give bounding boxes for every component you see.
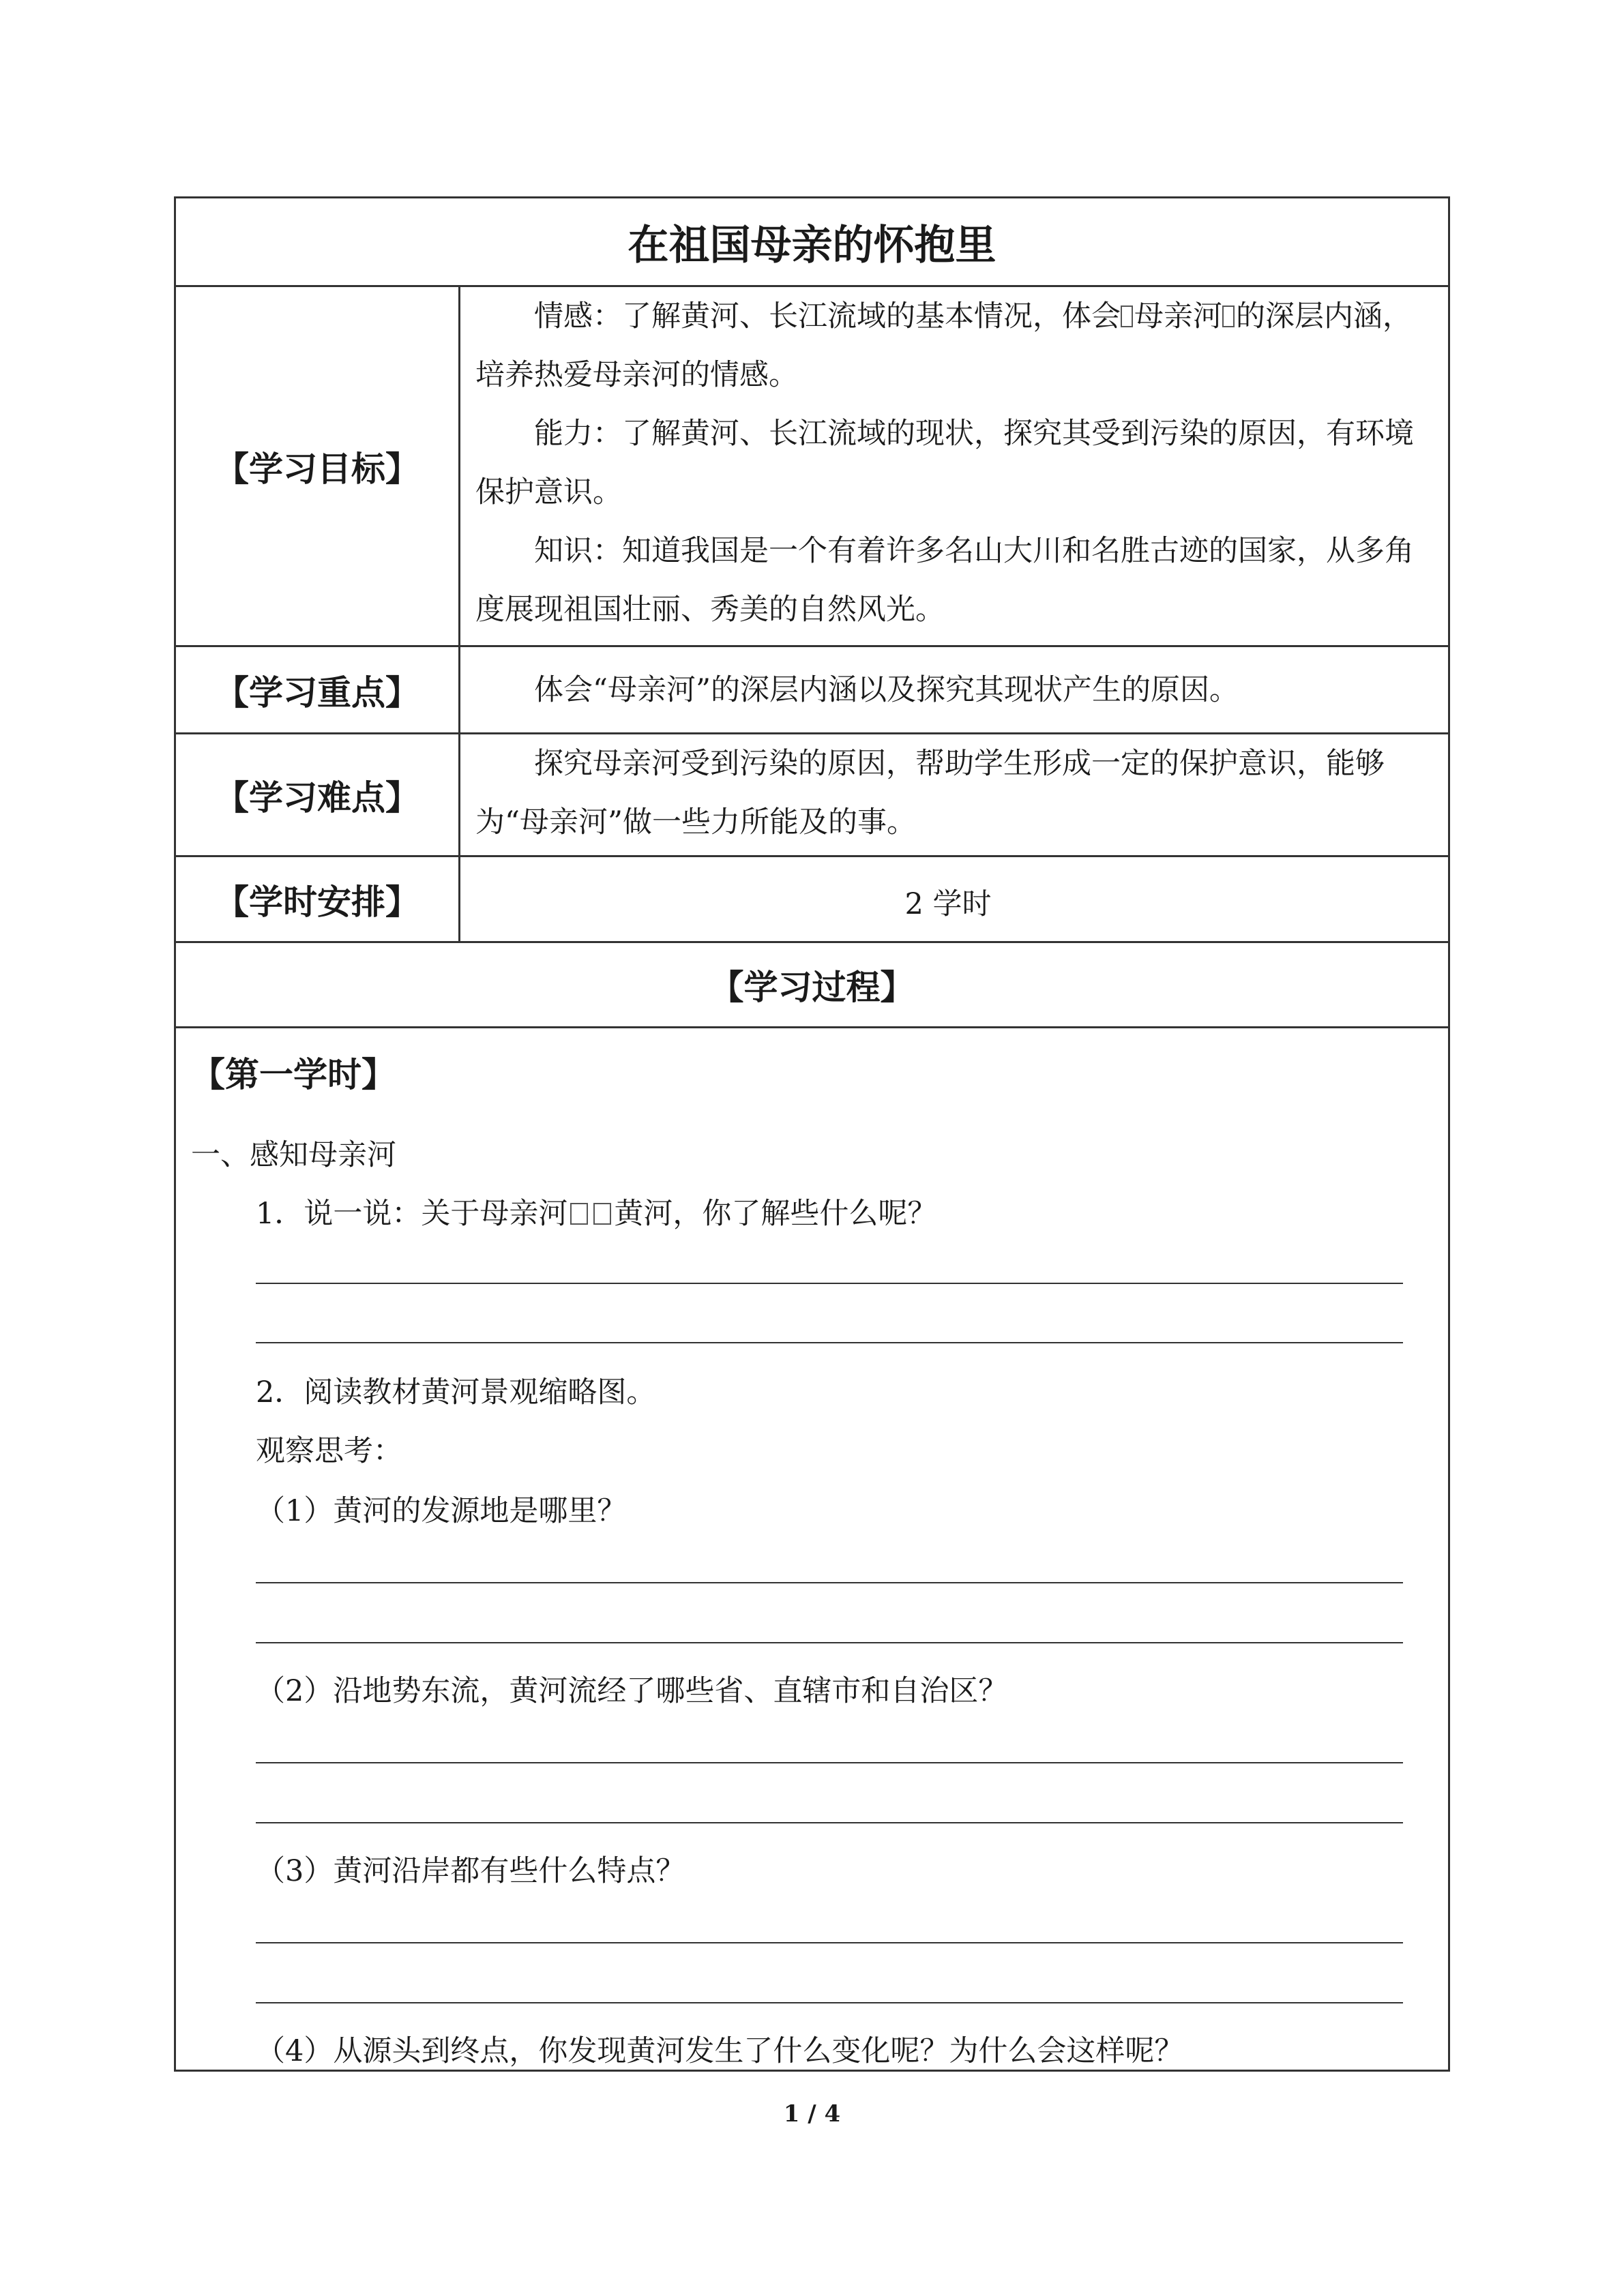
- answer-line[interactable]: [256, 2002, 1403, 2003]
- difficulty-row: [176, 734, 1448, 857]
- missing-char-box: [1222, 305, 1235, 327]
- goals-content: [460, 287, 1448, 645]
- key-points-text: 体会“母亲河”的深层内涵以及探究其现状产生的原因。: [534, 672, 1239, 707]
- page-number: 1 / 4: [783, 2100, 841, 2128]
- missing-char-box: [1121, 305, 1133, 327]
- lesson-heading: 【第一学时】: [191, 1055, 396, 1094]
- question-1-text-a: 1．说一说：关于母亲河: [256, 1197, 568, 1231]
- goal-emotion-text-c: 的深层内涵，培养热爱母亲河的情感。: [475, 299, 1412, 392]
- goal-emotion-text-a: 情感：了解黄河、长江流域的基本情况，体会: [534, 299, 1121, 333]
- goal-emotion-text-b: 母亲河: [1134, 299, 1222, 333]
- sub-question-3: （3）黄河沿岸都有些什么特点？: [256, 1854, 685, 1888]
- process-heading-row: [176, 943, 1448, 1028]
- missing-char-box: [593, 1203, 611, 1225]
- goals-row: [176, 287, 1448, 647]
- question-1: [256, 1191, 936, 1232]
- section-heading: 一、感知母亲河: [191, 1138, 396, 1172]
- answer-line[interactable]: [256, 1342, 1403, 1343]
- difficulty-label: 【学习难点】: [176, 734, 460, 855]
- page-title: 在祖国母亲的怀抱里: [628, 221, 996, 269]
- sub-question-4: （4）从源头到终点，你发现黄河发生了什么变化呢？为什么会这样呢？: [256, 2034, 1184, 2068]
- goals-label: 【学习目标】: [176, 287, 460, 645]
- schedule-text: 2 学时: [904, 886, 992, 921]
- difficulty-text: 探究母亲河受到污染的原因，帮助学生形成一定的保护意识，能够为“母亲河”做一些力所能及的事。: [475, 747, 1385, 839]
- observe-prompt: 观察思考：: [256, 1434, 402, 1468]
- answer-line[interactable]: [256, 1642, 1403, 1643]
- process-heading: 【学习过程】: [709, 968, 915, 1007]
- schedule-content: [460, 857, 1448, 941]
- goal-knowledge: 知识：知道我国是一个有着许多名山大川和名胜古迹的国家，从多角度展现祖国壮丽、秀美的自然风光。: [475, 534, 1414, 627]
- schedule-row: [176, 857, 1448, 943]
- goal-emotion: [475, 287, 1421, 404]
- lesson-plan-table: [174, 196, 1450, 2072]
- key-points-label: 【学习重点】: [176, 647, 460, 732]
- title-row: [176, 198, 1448, 287]
- answer-line[interactable]: [256, 1762, 1403, 1763]
- key-points-content: [460, 647, 1448, 732]
- missing-char-box: [570, 1203, 588, 1225]
- difficulty-content: [460, 734, 1448, 855]
- answer-line[interactable]: [256, 1283, 1403, 1284]
- learning-process: [176, 1028, 1448, 2070]
- schedule-label: 【学时安排】: [176, 857, 460, 941]
- answer-line[interactable]: [256, 1942, 1403, 1943]
- sub-question-1: （1）黄河的发源地是哪里？: [256, 1494, 627, 1528]
- key-points-row: [176, 647, 1448, 734]
- answer-line[interactable]: [256, 1822, 1403, 1823]
- goal-ability: 能力：了解黄河、长江流域的现状，探究其受到污染的原因，有环境保护意识。: [475, 417, 1414, 509]
- answer-line[interactable]: [256, 1582, 1403, 1583]
- question-2: 2．阅读教材黄河景观缩略图。: [256, 1375, 656, 1410]
- sub-question-2: （2）沿地势东流，黄河流经了哪些省、直辖市和自治区？: [256, 1674, 1008, 1708]
- question-1-text-b: 黄河，你了解些什么呢？: [614, 1197, 937, 1231]
